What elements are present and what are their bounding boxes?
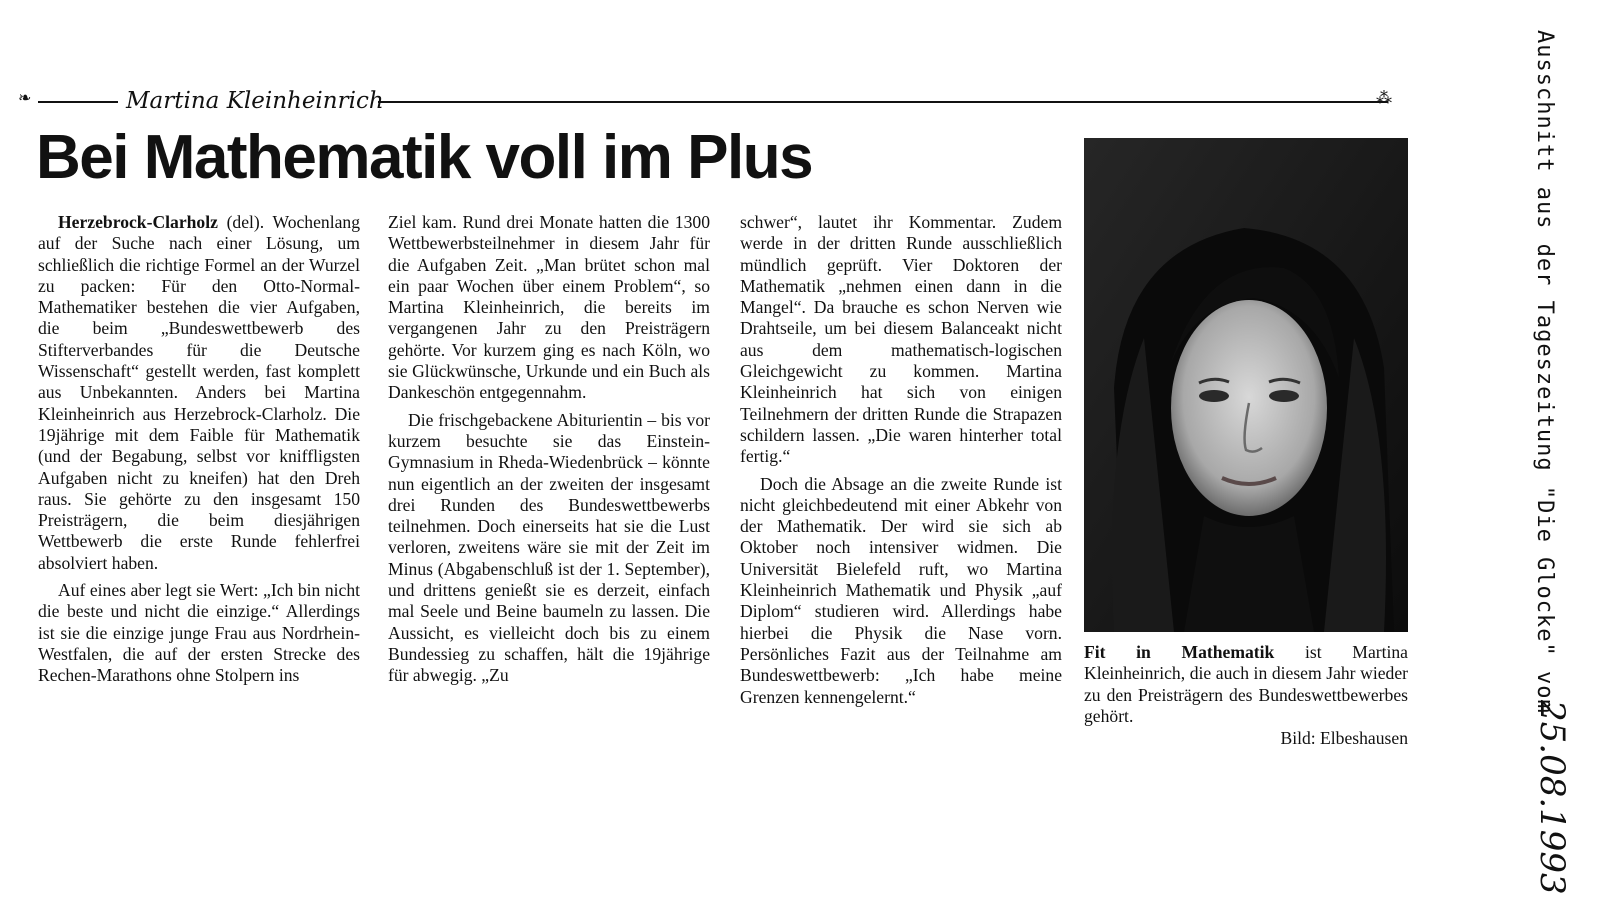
portrait-photo: [1084, 138, 1408, 632]
portrait-image: [1084, 138, 1408, 632]
column-2: [388, 212, 710, 693]
rule-line: [378, 101, 1388, 103]
lead-location: Herzebrock-Clarholz: [58, 212, 218, 232]
paragraph: Doch die Absage an die zweite Runde ist nicht gleichbedeutend mit einer Abkehr von der Mathematik. Der wird sie sich ab Oktober noch intensiver widmen. Die Universität Bielefeld ruft, wo Martina Kleinheinrich Mathematik und Physik „auf Diplom“ studieren wird. Allerdings habe hierbei die Physik die Nase vorn. Persönliches Fazit aus der Teilnahme am Bundeswettbewerb: „Ich habe meine Grenzen kennengelernt.“: [740, 473, 1062, 707]
author-name: Martina Kleinheinrich: [120, 88, 390, 114]
photo-caption: [1084, 642, 1408, 727]
photo-credit: Bild: Elbeshausen: [1280, 728, 1408, 748]
caption-bold: Fit in Mathematik: [1084, 642, 1275, 662]
ornament-left: ❧: [18, 88, 32, 107]
paragraph: Die frischgebackene Abiturientin – bis vor kurzem besuchte sie das Einstein-Gymnasium in Rheda-Wiedenbrück – könnte nun eigentlich an der zweiten der insgesamt drei Runden des Bundeswettbewerbs teilnehmen. Doch einerseits hat sie die Lust verloren, zweitens wäre sie mit der Zeit im Minus (Abgabenschluß ist der 1. September), und drittens genießt sie es derzeit, einfach mal Seele und Beine baumeln zu lassen. Die Aussicht, es vielleicht doch bis zu einem Bundessieg zu schaffen, hält die 19jährige für abwegig. „Zu: [388, 409, 710, 686]
clipping-stamp: [1532, 30, 1572, 910]
paragraph-lead: [38, 212, 360, 574]
clipping-date: 25.08.1993: [1532, 700, 1572, 895]
paragraph: Ziel kam. Rund drei Monate hatten die 1300 Wettbewerbsteilnehmer in diesem Jahr für die Aufgaben Zeit. „Man brütet schon mal ein paar Wochen über einem Problem“, so Martina Kleinheinrich, die bereits im vergangenen Jahr zu den Preisträgern gehörte. Vor kurzem ging es nach Köln, wo sie Glückwünsche, Urkunde und ein Buch als Dankeschön entgegennahm.: [388, 212, 710, 403]
ornament-right: ⁂: [1376, 88, 1392, 107]
author-rule: [18, 88, 1418, 114]
column-1: [38, 212, 360, 693]
column-3: [740, 212, 1062, 714]
headline: Bei Mathematik voll im Plus: [36, 123, 813, 192]
paragraph: Auf eines aber legt sie Wert: „Ich bin nicht die beste und nicht die einzige.“ Allerdings ist sie die einzige junge Frau aus Nordrhein-Westfalen, die auf der ersten Strecke des Rechen-Marathons ohne Stolpern ins: [38, 580, 360, 686]
lead-text: (del). Wochenlang auf der Suche nach einer Lösung, um schließlich die richtige Formel an der Wurzel zu packen: Für den Otto-Normal-Mathematiker bestehen die vier Aufgaben, die beim „Bundeswettbewerb des Stifterverbandes für die Deutsche Wissenschaft“ gestellt werden, fast komplett aus Unbekannten. Anders bei Martina Kleinheinrich aus Herzebrock-Clarholz. Die 19jährige mit dem Faible für Mathematik (und der Begabung, selbst vor kniffligsten Aufgaben nicht zu kneifen) hat den Dreh raus. Sie gehörte zu den insgesamt 150 Preisträgern, die beim diesjährigen Wettbewerb die erste Runde fehlerfrei absolviert haben.: [38, 212, 360, 573]
clipping-source: Ausschnitt aus der Tageszeitung "Die Glocke" vom: [1532, 30, 1557, 714]
paragraph: schwer“, lautet ihr Kommentar. Zudem werde in der dritten Runde ausschließlich mündlich geprüft. Vier Doktoren der Mathematik „nehmen einen dann in die Mangel“. Da brauche es schon Nerven wie Drahtseile, um bei diesem Balanceakt nicht aus dem mathematisch-logischen Gleichgewicht zu kommen. Martina Kleinheinrich hat sich von einigen Teilnehmern der dritten Runde die Strapazen schildern lassen. „Die waren hinterher total fertig.“: [740, 212, 1062, 467]
caption-text: ist Martina Kleinheinrich, die auch in diesem Jahr wieder zu den Preisträgern des Bundeswettbewerbes gehört.: [1084, 642, 1408, 726]
rule-left-segment: [38, 101, 118, 103]
